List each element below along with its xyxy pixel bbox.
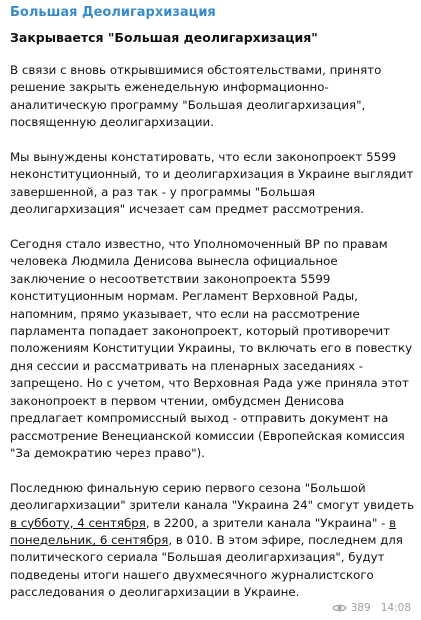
text-line	[10, 549, 411, 566]
text-line	[10, 532, 411, 549]
text-segment: Последнюю финальную серию первого сезона "Большой	[10, 480, 366, 495]
channel-name-link[interactable]: Большая Деолигархизация	[10, 5, 216, 20]
text-line	[10, 497, 415, 514]
text-segment: рассмотрение Венецианской комиссии (Европейская комиссия	[10, 428, 405, 443]
text-segment: положениям Конституции Украины, то включать его в повестку	[10, 341, 413, 356]
text-segment: расследования о деолигархизации в Украине.	[10, 585, 300, 600]
text-line	[10, 166, 414, 183]
text-line	[10, 393, 411, 410]
text-line	[10, 480, 411, 497]
text-segment: конституционным нормам. Регламент Верховной Рады,	[10, 289, 358, 304]
text-line	[10, 149, 411, 166]
text-line	[10, 358, 411, 375]
text-line	[10, 236, 411, 253]
text-segment: , в 2200, а зрители канала "Украина" -	[145, 515, 390, 530]
text-segment: посвященную деолигархизации.	[10, 115, 214, 130]
text-segment: подведены итоги нашего двухмесячного журналистского	[10, 567, 374, 582]
date-link[interactable]: понедельник, 6 сентября	[10, 532, 169, 547]
text-segment: деолигархизации" зрители канала "Украина 24" смогут увидеть	[10, 498, 415, 513]
text-line	[10, 306, 411, 323]
date-link[interactable]: в субботу, 4 сентября	[10, 515, 146, 530]
view-count: 389	[350, 602, 371, 614]
text-segment: деолигархизация" исчезает сам предмет рассмотрения.	[10, 202, 365, 217]
text-line	[10, 323, 411, 340]
text-line	[10, 567, 411, 584]
post-paragraph	[10, 480, 415, 602]
text-segment: завершенной, а раз так - у программы "Большая	[10, 184, 316, 199]
text-segment: Мы вынуждены констатировать, что если законопроект 5599	[10, 150, 397, 165]
post-paragraph	[10, 62, 411, 132]
text-segment: политического сериала "Большая деолигархизация", будут	[10, 550, 385, 565]
date-link[interactable]: в	[389, 515, 397, 530]
text-segment: аналитическую программу "Большая деолигархизация",	[10, 97, 366, 112]
post-body	[10, 62, 415, 602]
text-line	[10, 253, 411, 270]
text-segment: дня сессии и рассматривать на пленарных заседаниях -	[10, 358, 364, 373]
text-line	[10, 584, 411, 601]
text-segment: напомним, прямо указывает, что если на рассмотрение	[10, 306, 360, 321]
text-line	[10, 428, 411, 445]
text-segment: Сегодня стало известно, что Уполномоченный ВР по правам	[10, 237, 388, 252]
text-segment: решение закрыть еженедельную информационно-	[10, 80, 329, 95]
text-line	[10, 410, 411, 427]
post-time: 14:08	[380, 602, 411, 614]
text-line	[10, 62, 411, 79]
post-paragraph	[10, 149, 414, 219]
post-meta	[332, 601, 411, 615]
text-segment: , в 010. В этом эфире, последнем для	[168, 532, 403, 547]
post-paragraph	[10, 236, 411, 462]
eye-icon	[332, 603, 347, 613]
text-segment: предлагает компромиссный выход - отправить документ на	[10, 411, 389, 426]
text-line	[10, 97, 411, 114]
text-segment: человека Людмила Денисова вынесла официальное	[10, 254, 338, 269]
text-line	[10, 375, 411, 392]
text-line	[10, 445, 411, 462]
text-line	[10, 288, 411, 305]
text-line	[10, 114, 411, 131]
text-segment: неконституционный, то и деолигархизация в Украине выглядит	[10, 167, 414, 182]
text-line	[10, 340, 411, 357]
text-line	[10, 271, 411, 288]
text-segment: парламента попадает законопроект, который противоречит	[10, 324, 391, 339]
text-line	[10, 184, 411, 201]
text-segment: законопроект в первом чтении, омбудсмен Денисова	[10, 393, 345, 408]
text-segment: запрещено. Но с учетом, что Верховная Рада уже приняла этот	[10, 376, 409, 391]
text-segment: В связи с вновь открывшимися обстоятельствами, принято	[10, 63, 382, 77]
text-line	[10, 79, 411, 96]
text-segment: "За демократию через право").	[10, 445, 205, 460]
text-segment: заключение о несоответствии законопроекта 5599	[10, 271, 331, 286]
text-line	[10, 515, 411, 532]
text-line	[10, 201, 411, 218]
post-title: Закрывается "Большая деолигархизация"	[10, 30, 318, 45]
